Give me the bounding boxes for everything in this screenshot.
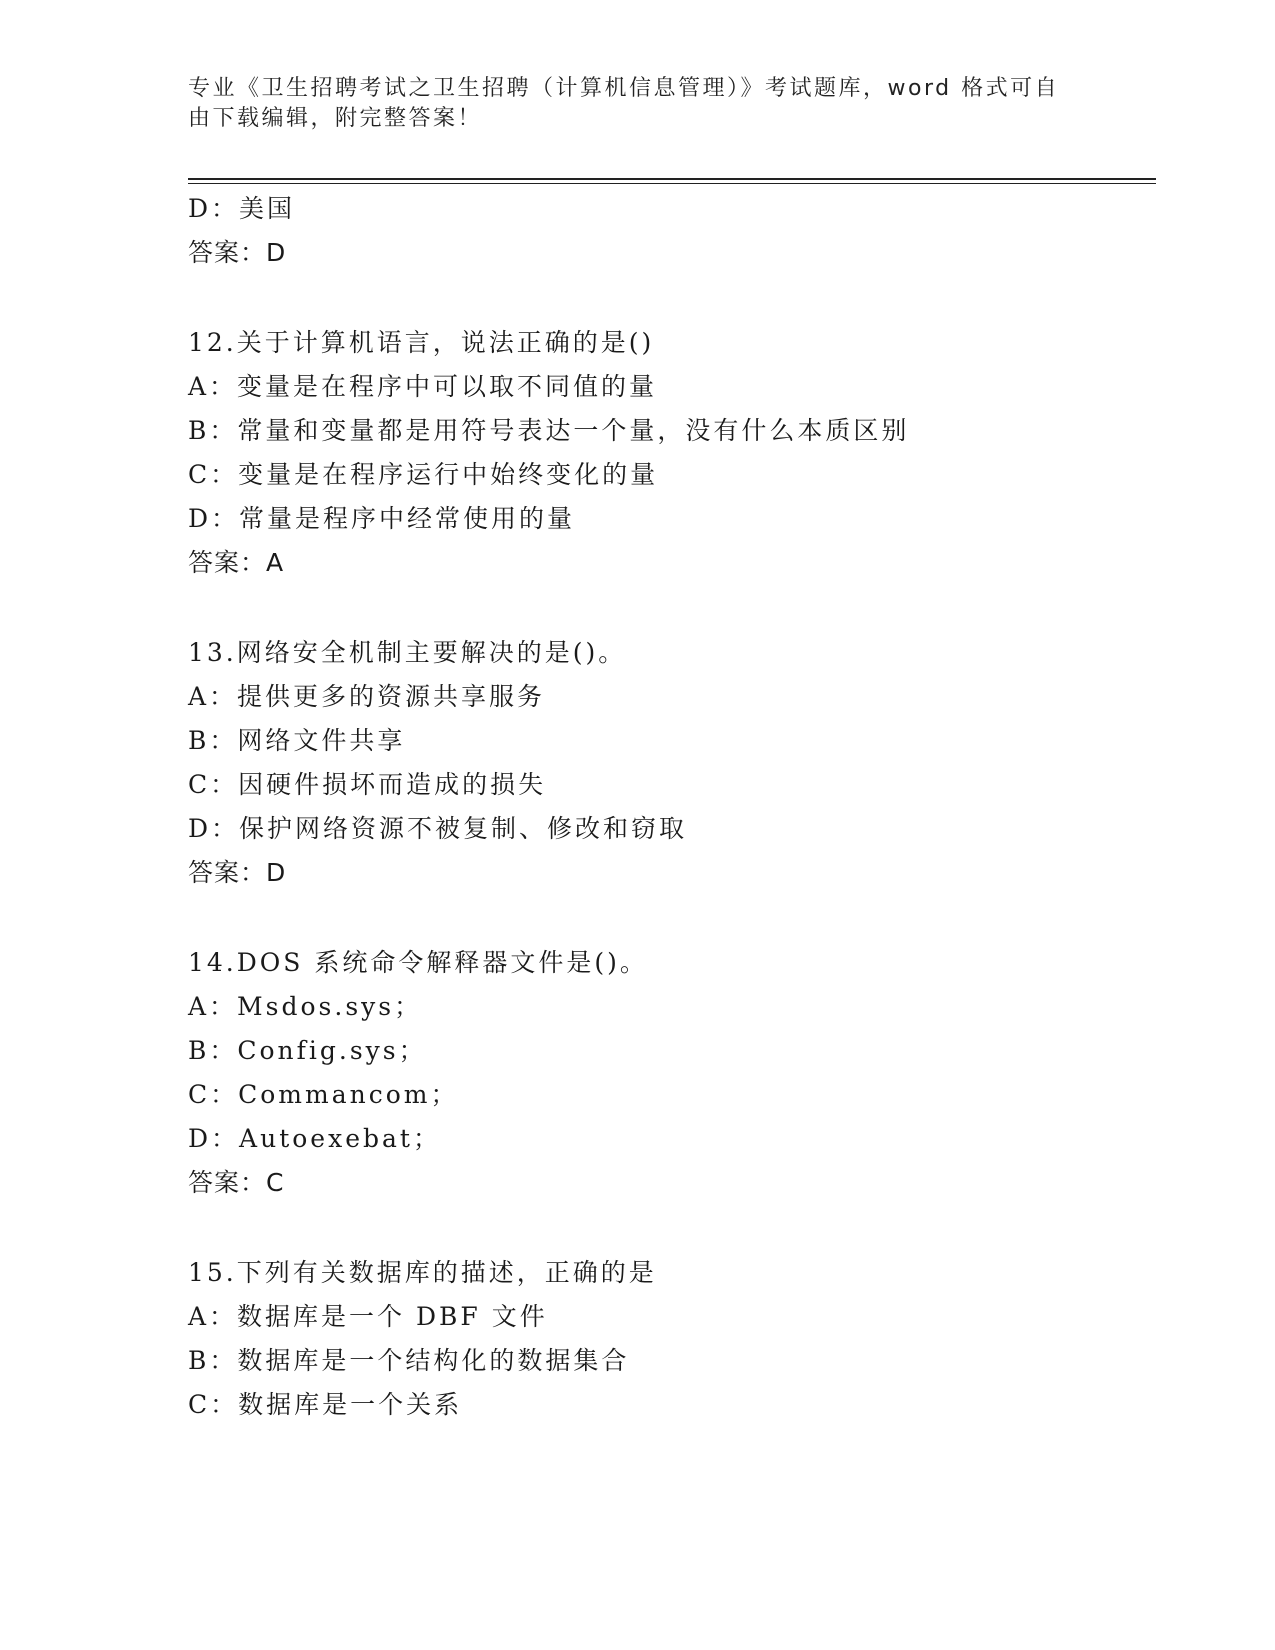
option-line: A：变量是在程序中可以取不同值的量 [188,372,658,401]
question-title: 12.关于计算机语言，说法正确的是() [188,328,655,357]
option-line: A：数据库是一个 DBF 文件 [188,1302,548,1331]
answer-line: 答案：D [188,238,287,267]
header-divider-thick [188,178,1156,180]
option-line: B：网络文件共享 [188,726,406,755]
header-line-1: 专业《卫生招聘考试之卫生招聘（计算机信息管理）》考试题库，word 格式可自 [188,76,1060,101]
header-divider-thin [188,183,1156,184]
header-line-2: 由下载编辑，附完整答案！ [188,106,483,131]
option-line: C：Commancom； [188,1080,459,1109]
answer-line: 答案：C [188,1168,285,1197]
question-title: 15.下列有关数据库的描述，正确的是 [188,1258,657,1287]
option-line: D：美国 [188,194,296,223]
answer-line: 答案：D [188,858,287,887]
option-line: D：Autoexebat； [188,1124,441,1153]
option-line: C：数据库是一个关系 [188,1390,463,1419]
option-line: D：常量是程序中经常使用的量 [188,504,576,533]
option-line: B：数据库是一个结构化的数据集合 [188,1346,630,1375]
document-header [188,74,1088,134]
question-title: 13.网络安全机制主要解决的是()。 [188,638,627,667]
option-line: C：因硬件损坏而造成的损失 [188,770,547,799]
answer-line: 答案：A [188,548,285,577]
question-title: 14.DOS 系统命令解释器文件是()。 [188,948,648,977]
option-line: A：提供更多的资源共享服务 [188,682,546,711]
option-line: C：变量是在程序运行中始终变化的量 [188,460,659,489]
option-line: B：Config.sys； [188,1036,427,1065]
option-line: A：Msdos.sys； [188,992,423,1021]
option-line: B：常量和变量都是用符号表达一个量，没有什么本质区别 [188,416,910,445]
option-line: D：保护网络资源不被复制、修改和窃取 [188,814,688,843]
